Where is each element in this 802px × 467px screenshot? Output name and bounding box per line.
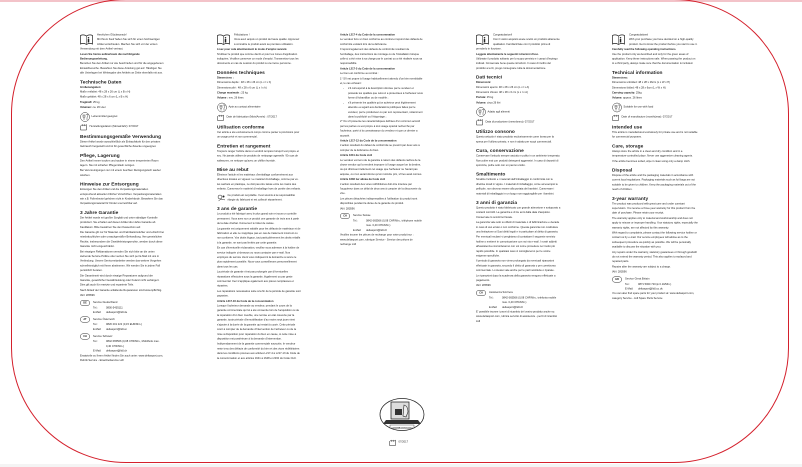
service-name: Service Deutschland (93, 300, 118, 304)
section-heading: Utilizzo consono (476, 129, 515, 135)
section-heading: Intended use (612, 124, 643, 130)
service-row-label: Tel.: (93, 323, 98, 327)
section-heading: Hinweise zur Entsorgung (80, 181, 139, 188)
spec-row (476, 101, 561, 106)
paragraph: Die Garantie gilt nur für Material- und Fabrikationsfehler und erlischt bei missbräuchlicher oder unsachgemäßer Behandlung. Ihre gesetzlichen Rechte, insbesondere die Gewährleistungsrechte, werden durch diese Garantie nicht eingeschränkt. (80, 230, 164, 249)
spec-label: Charge maximale : (217, 91, 241, 95)
intro-block (80, 33, 164, 52)
date-text: Date de fabrication (Mois/Année) : 07/2017 (226, 115, 277, 119)
service-contact (80, 317, 164, 332)
service-row-label: E-Mail: (489, 305, 498, 309)
manufacture-date: 07/2017 (398, 440, 409, 444)
section-heading: Disposal (612, 167, 633, 173)
spec-label: Volume : (217, 96, 228, 100)
spec-value: 25 kg (241, 91, 248, 95)
paragraph: Ersatzteile zu Ihrem Artikel finden Sie auch unter: www.deltasport.com, Rubrik Service - Ersatzteilservice Lidl (80, 354, 164, 362)
service-url-label: www.lidl-service.com (392, 427, 412, 430)
intro-text: With your purchase you have decided on a high-quality product. Get to know the product before you start to use it. (629, 38, 698, 46)
paragraph: Dimensioni aperto: 48 x 28 x 26 cm (L x l x A) (476, 85, 530, 89)
service-row (80, 311, 164, 316)
service-row-value: 0871 5000 720 (£ 0.10/Min.) (638, 282, 672, 286)
paragraph: IAN: 283596 (80, 294, 95, 298)
section-heading: Cura, conservazione (476, 148, 524, 154)
food-info (612, 102, 698, 112)
country-badge-icon: DE (80, 300, 90, 306)
column-german (80, 33, 164, 364)
paragraph: Maße gefaltet: 48 x 28 x 6 cm (L x B x H) (80, 95, 129, 99)
manufacture-date-center (389, 439, 408, 446)
paragraph: Conservare l'articolo sempre asciutto e pulito in un ambiente temperato. Non pulire mai con prodotti detergenti aggressivi. In caso di depositi di sporcizia, pulire solo con un panno umido. (476, 154, 561, 167)
service-row-label: Tel.: (625, 282, 630, 286)
paragraph: Veuillez trouver les pièces de rechange pour votre produit sur : www.deltasport.com, rubrique Service - Service des pièces de rechange Lidl (340, 233, 414, 247)
date-info (476, 119, 561, 126)
recycle-info (217, 193, 301, 202)
spec-label: Volumen: (80, 106, 92, 110)
food-text: Adatto agli alimenti (487, 110, 510, 114)
sub-heading: Dimensions : (217, 76, 234, 80)
paragraph: With regard to complaints, please contact the following service hotline or contact us by e-mail. Our service employees will advise as to the subsequent procedure as quickly as possible. We will be personally available to discuss the situation with you. (612, 231, 697, 249)
paragraph: L'action résultant des vices rédhibitoires doit être intentée par l'acquéreur dans un délai de deux ans à compter de la découverte du vice. (340, 182, 422, 196)
spec-value: env. 26 litres (228, 96, 244, 100)
service-name: Service Österreich (93, 317, 115, 321)
service-row-label: E-Mail: (93, 311, 102, 315)
paragraph: Dimensioni chiuso: 48 x 28 x 6 cm (L x l x A) (476, 91, 528, 95)
sub-heading: Article L217-12 du Code de la consommation (340, 139, 397, 143)
food-safe-icon (80, 112, 92, 122)
instruction-notice: Carefully read the following operating instructions. (612, 48, 677, 52)
paragraph: E' possibile trovare i pezzi di ricambio del vostro prodotto anche su: www.deltasport.com, rubrica servizio di assistenza - pezzi di ricambio Lidl (476, 310, 558, 323)
paragraph: Le riparazioni dopo la scadenza della garanzia vengono effettuate a pagamento. (476, 274, 556, 283)
paragraph: Questo prodotto è stato fabbricato con grande attenzione e sottoposto a costanti controlli. La garanzia è di tre anni dalla data d'acquisto. Conservate lo scontrino fiscale. (476, 206, 561, 219)
paragraph: Always store the article in a clean and dry condition and in a temperature-controlled place. Never use aggressive cleaning agents. (612, 149, 693, 158)
paragraph: IAN: 283596 (612, 270, 627, 274)
paragraph: Il periodo di garanzia non viene prolungato da eventuali riparazioni effettuate in garanzia, secondo il diritto di garanzia o per correttezza commerciale. Lo stesso vale anche per le parti sostituite o riparate. (476, 259, 556, 273)
paragraph: Cet article a été exclusivement conçu comme panier à provisions pour un usage privé et non commercial. (217, 130, 300, 139)
service-row-value: deltasport@lidl.de (106, 311, 128, 315)
spec-label: Volume: (612, 96, 623, 100)
country-badge-icon: CH (340, 213, 350, 219)
section-heading: Bestimmungsgemäße Verwendung (80, 133, 162, 140)
food-info (80, 112, 164, 122)
factory-date-icon (217, 114, 227, 121)
section-heading: Utilisation conforme (217, 124, 265, 130)
factory-date-icon (612, 114, 622, 121)
section-heading: 3-year warranty (612, 195, 649, 202)
food-safe-icon (217, 102, 229, 112)
column-italian (476, 33, 561, 325)
spec-label: Volume: (476, 101, 487, 105)
paragraph: Any repairs under the warranty, statutory guarantees or through goodwill do not extend the warranty period. This also applies to replaced and repaired parts. (612, 250, 697, 264)
paragraph: Dimensions folded: 48 x 28 x 6cm (L x W x H) (612, 86, 666, 90)
food-info (217, 102, 301, 112)
lidl-service-illustration (378, 398, 426, 430)
spec-label: Tragkraft: (80, 100, 93, 104)
section-heading: Smaltimento (476, 171, 506, 178)
paragraph: Bei etwaigen Reklamationen wenden Sie sich bitte an die unten stehende Service-Hotline oder setzen Sie sich per E-Mail mit uns in Verbindung. Unsere Servicemitarbeiter werden das weitere Vorgehen schnellstmöglich mit Ihnen abstimmen. Wir werden Sie in jedem Fall persönlich beraten. (80, 250, 162, 273)
country-badge-icon: AT (80, 317, 90, 323)
food-text: Lebensmittel geeignet (91, 114, 118, 118)
paragraph: Dieser Artikel wurde ausschließlich als Einkaufskorb für den privaten Gebrauch hergestellt und ist für gewerbliche Zwecke ungeeignet. (80, 140, 161, 149)
paragraph: Utilizzate il prodotto soltanto per lo scopo previsto e i campi d'impiego indicati. Conservate bene queste istruzioni. In caso di inoltro del prodotto a terzi, prego consegnare tutta la documentazione. (476, 57, 558, 70)
intro-block (476, 33, 561, 52)
intro-text: Con il vostro acquisto avete scelto un prodotto altamente qualitativo. Familiarizzate con il prodotto prima di prenderlo in funzione. (476, 38, 560, 51)
column-english (612, 33, 698, 302)
spec-value: circa 26 litri (487, 101, 501, 105)
date-info (80, 123, 164, 130)
sub-heading: Article L217-16 du Code de la consommation (217, 299, 274, 303)
paragraph: La garantie est uniquement valable pour les défauts de matériaux et de fabrication et elle ne s'applique pas en cas de traitement incorrect ou non conforme. Vos droits légaux, tout particulièrement les droits relatifs à la garantie, ne sont pas limités par cette garantie. (217, 227, 301, 245)
spec-row (80, 106, 164, 111)
service-row-value: deltasport@lidl.ch (366, 228, 388, 232)
sub-heading: Article 1641 du Code civil (340, 154, 373, 158)
section-heading: Mise au rebut (217, 166, 249, 173)
paragraph: En cas d'éventuelle réclamation, veuillez vous adresser à la hotline de service indiquée ci-dessous ou nous contacter par e-mail. Nos employés du service client vous indiqueront la démarche à suivre le plus rapidement possible. Nous vous conseillerons personnellement dans tous les cas. (217, 246, 300, 269)
spec-value: approx. 26 litres (623, 96, 642, 100)
service-name: Assistenza Svizzera (489, 291, 513, 295)
country-badge-icon: CH (80, 334, 90, 340)
section-heading: Technical information (612, 69, 663, 76)
service-contact (80, 334, 164, 354)
section-heading: Dati tecnici (476, 74, 503, 81)
paragraph: La période de garantie n'est pas prolongée par d'éventuelles réparations effectuées sous la garantie, légalement ou par geste commercial. Ceci s'applique également aux pièces remplacées et réparées. (217, 270, 294, 288)
sub-heading: Dimensioni: (476, 81, 492, 85)
service-row-value: deltasport@lidl.at (106, 327, 127, 331)
paragraph: The product was produced with great care and under constant supervision. You receive a three-year warranty for this product from the date of purchase. Please retain your receipt. (612, 202, 696, 215)
service-contact (612, 276, 698, 291)
spec-value: 25 kg (486, 96, 494, 100)
spec-row (80, 100, 164, 105)
paragraph: Dimensions déplié : 48 x 28 x 26 cm (L x l x h) (217, 81, 272, 85)
spec-row (217, 91, 301, 96)
food-info (476, 107, 561, 117)
recycle-icon (217, 194, 228, 202)
paragraph: Nach Ablauf der Garantie anfallende Reparaturen sind kostenpflichtig. (80, 288, 163, 292)
paragraph: Le produit a été fabriqué avec le plus grand soin et sous un contrôle permanent. Vous avez sur ce produit une garantie de trois ans à partir de la date d'achat. Conservez le ticket de caisse. (217, 212, 300, 226)
factory-date-icon (389, 439, 397, 446)
paragraph: N'utilisez le produit que comme décrit et pour les zones d'application indiquées. Veuillez conserver ce mode d'emploi. Transmettez tous les documents en cas de cession du produit à une tierce personne. (217, 52, 299, 66)
service-name: Service Suisse (353, 214, 371, 218)
paragraph: Smaltire l'articolo e i materiali dell'imballaggio in conformità con le direttive locali in vigore. I materiali di imballaggio, come ad esempio le pellicole, non devono essere alla portata dei bambini. Conservare i materiali di imballaggio in un luogo non raggiungibile per i bambini. (476, 178, 558, 196)
paragraph: Le bien est conforme au contrat : (340, 72, 379, 76)
paragraph: Benutzen Sie den Artikel nur wie beschrieben und für die angegebenen Einsatzbereiche. Bewahren Sie diese Anleitung gut auf. Händigen Sie alle Unterlagen bei Weitergabe des Artikels an Dritte ebenfalls mit aus. (80, 62, 164, 75)
food-text: Suitable for use with food (623, 105, 654, 109)
spec-row (217, 96, 301, 101)
service-row-value: deltasport@lidl.ch (106, 349, 128, 353)
paragraph: Dimensions unfolded: 48 x 28 x 26cm (L x W x H) (612, 81, 671, 85)
paragraph: Use the product only as described and only for the given areas of application. Keep these instructions safe. When passing the product on to a third party, always make sure that the documentation is included. (612, 52, 696, 66)
paragraph: Per eventuali reclami vi preghiamo di contattare il seguente servizio hotline o mettervi in comunicazione con noi via e-mail. I nostri addetti all'assistenza concorderanno con voi come procedere nel modo più rapido possibile. In qualsiasi caso vi consiglieremo per le vostre esigenze specifiche. (476, 235, 557, 258)
service-row-value: 0800-5435111 (106, 306, 123, 310)
service-row-label: E-Mail: (625, 287, 634, 291)
date-text: Data di produzione (mese/anno): 07/2017 (485, 120, 535, 124)
service-row-value: deltasport@lidl.ch (502, 305, 524, 309)
intro-title: Congratulazioni! (493, 33, 513, 37)
paragraph: Les réparations nécessaires suite à la fin de la période de garantie sont payantes. (217, 289, 301, 298)
service-row-label: Tel.: (353, 219, 358, 223)
spec-value: ca. 26 Liter (92, 106, 106, 110)
sub-heading: Größenangaben: (80, 85, 102, 89)
bullet-item: • s'il présente les qualités qu'un acheteur peut légitimement attendre eu égard aux déclarations publiques faites par le vendeur, par le producteur ou par son représentant, notamment dans la publicité ou l'étiquetage ; (348, 101, 423, 120)
service-row (80, 340, 164, 349)
section-heading: Pflege, Lagerung (80, 152, 120, 159)
instruction-notice: Lisez pour cela attentivement le mode d'emploi suivant. (217, 48, 288, 52)
section-heading: Données techniques (217, 69, 265, 76)
service-name: Service Schweiz (93, 334, 113, 338)
service-row-label: E-Mail: (93, 327, 102, 331)
spec-row (612, 91, 698, 96)
country-badge-icon: CH (476, 290, 486, 296)
intro-title: Félicitations ! (234, 33, 250, 37)
service-row-value: deltasport@lidl.co.uk (638, 287, 663, 291)
service-contact (80, 300, 164, 315)
paragraph: Dispose of the article and the packaging materials in accordance with current local regulations. Packaging materials such as foil bags are not suitable to be given to children. Keep the packaging materials out of the reach of children. (612, 173, 696, 192)
service-row-label: Tel.: (93, 340, 98, 344)
food-text: Apte au contact alimentaire (228, 105, 261, 109)
service-row (80, 327, 164, 332)
section-heading: Technische Daten (80, 79, 122, 85)
service-row-value: 0842 665566 (0,08 CHF/Min., téléphone mobile max. 0,40 CHF/Min.) (366, 219, 422, 228)
service-row (476, 296, 561, 305)
paragraph: Bei Verunreinigungen nur mit einem feuchten Reinigungstuch sauber wischen. (80, 169, 161, 177)
sub-heading: Article 1648 1er alinéa du Code civil (340, 178, 386, 182)
intro-block (217, 33, 301, 47)
section-heading: 3 ans de garantie (217, 206, 258, 212)
service-name: Service Great Britain (625, 277, 650, 281)
spec-label: Portata: (476, 96, 487, 100)
spec-row (612, 96, 698, 101)
spec-value: 25kg (635, 91, 642, 95)
factory-date-icon (80, 123, 90, 130)
factory-date-icon (476, 119, 486, 126)
service-contact (340, 213, 423, 233)
spec-value: 25 kg (92, 100, 100, 104)
paragraph: 1° S'il est propre à l'usage habituellement attendu d'un bien semblable et, le cas échéant : (340, 77, 423, 86)
paragraph: Indépendamment de la garantie commerciale souscrite, le vendeur reste tenu des défauts de conformité du bien et des vices rédhibitoires dans les conditions prévues aux articles L217-4 à L217-13 du Code de la consommation et aux articles 1641 à 1648 et 2232 du Code Civil. (217, 342, 300, 360)
service-row-value: 0842 665566 (0,08 CHF/Min., telefonia mobile max. 0,40 CHF/Min.) (502, 296, 557, 305)
food-safe-icon (612, 102, 624, 112)
paragraph: You can also find spare parts for your product at: www.deltasport.com, category Service - Lidl Spare Parts Service (612, 292, 695, 300)
intro-text: Mit Ihrem Kauf haben Sie sich für einen hochwertigen Artikel entschieden. Machen Sie sich vor der ersten Verwendung mit dem Artikel vertraut. (80, 38, 160, 51)
date-info (217, 114, 301, 121)
paragraph: Éliminez l'article et les matériaux d'emballage conformément aux directives locales en vigueur. Le matériel d'emballage, comme par ex. les sachets en plastique, ne doit pas être laissé entre les mains des enfants. Conservez le matériel d'emballage hors de portée des enfants. (217, 173, 301, 191)
spec-row (476, 96, 561, 101)
instruction-notice: Lesen Sie hierzu aufmerksam die nachfolgende Bedienungsanleitung. (80, 52, 140, 61)
bullet-list (340, 87, 423, 120)
section-heading: Care, storage (612, 143, 644, 149)
paragraph: Le vendeur livre un bien conforme au contrat et répond des défauts de conformité existant lors de la délivrance. (340, 38, 423, 46)
laptop-icon (378, 398, 426, 431)
spec-label: Carrying capacity: (612, 91, 636, 95)
service-row-label: Tel.: (93, 306, 98, 310)
sub-heading: Article L217-4 du Code de la consommation (340, 33, 396, 37)
paragraph: Der Artikel wurde mit großer Sorgfalt und unter ständiger Kontrolle produziert. Sie erhalten auf diesen Artikel drei Jahre Garantie ab Kaufdatum. Bitte bewahren Sie den Kassenbon auf. (80, 216, 158, 229)
intro-title: Congratulations! (629, 33, 649, 37)
paragraph: Repairs after the warranty are subject to a charge. (612, 265, 671, 269)
date-text: Herstellungsdatum (Monat/Jahr): 07/2017 (89, 124, 139, 128)
bullet-item: • s'il correspond à la description donnée par le vendeur et possède les qualités que celui-ci a présentées à l'acheteur sous forme d'échantillon ou de modèle ; (348, 87, 423, 101)
paragraph: La garanzia vale solo su difetti di materiale o di fabbricazione e decade in caso di uso errato o non conforme. Questa garanzia non costituisce una limitazione ai Suoi diritti legali e in particolare al diritto di garanzia. (476, 221, 560, 234)
service-row-label: E-Mail: (93, 349, 102, 353)
column-french (217, 33, 301, 361)
paragraph: Entsorgen Sie den Artikel und die Verpackungsmaterialien entsprechend aktueller örtlicher Vorschriften. Verpackungsmaterialien wie z.B. Folienbeutel gehören nicht in Kinderhände. Bewahren Sie das Verpackungsmaterial für Kinder unerreichbar auf. (80, 188, 163, 206)
section-heading: 3 Jahre Garantie (80, 209, 119, 216)
paragraph: Die Garantiezeit wird durch etwaige Reparaturen aufgrund der Garantie, gesetzlicher Gewährleistung oder Kulanz nicht verlängert. Dies gilt auch für ersetzte und reparierte Teile. (80, 274, 160, 287)
recycle-text: Ce produit est recyclable. Il est soumis à la responsabilité élargie du fabricant et est collecté séparément. (227, 193, 295, 202)
instruction-notice: Leggete attentamente le seguenti istruzioni d'uso. (476, 52, 539, 56)
column-french-legal (340, 33, 423, 248)
paragraph: L'action résultant du défaut de conformité se prescrit par deux ans à compter de la délivrance du bien. (340, 144, 420, 152)
country-badge-icon: GB (612, 276, 622, 282)
paragraph: This article is manufactured exclusively for private use and is not suitable for commercial purposes. (612, 130, 698, 139)
paragraph: If the article becomes soiled, wipe it clean using only a damp cloth. (612, 159, 691, 163)
service-row (340, 219, 423, 228)
section-heading: 3 anni di garanzia (476, 199, 518, 206)
service-contact (476, 290, 561, 310)
service-row-value: 0842 665566 (0,08 CHF/Min., Mobilfunk max. 0,40 CHF/Min.) (106, 340, 160, 348)
paragraph: Le vendeur est tenu de la garantie à raison des défauts cachés de la chose vendue qui la rendent impropre à l'usage auquel on la destine, ou qui diminuent tellement cet usage que l'acheteur ne l'aurait pas acquise, ou n'en aurait donné qu'un moindre prix, s'il les avait connus. (340, 158, 423, 176)
paragraph: Den Artikel immer trocken und sauber in einem temperierten Raum lagern. Nie mit scharfen Pflegemitteln reinigen. (80, 159, 159, 167)
date-info (612, 114, 698, 121)
intro-text: Vous avez acquis un produit de haute qualité. Apprenez à connaître le produit avant sa première utilisation. (234, 38, 300, 46)
intro-title: Herzlichen Glückwunsch! (97, 33, 127, 37)
paragraph: Il répond également des défauts de conformité résultant de l'emballage, des instructions de montage ou de l'installation lorsque celle-ci a été mise à sa charge par le contrat ou a été réalisée sous sa responsabilité. (340, 48, 423, 66)
paragraph: Toujours ranger l'article dans un endroit tempéré lorsqu'il est propre et sec. Ne jamais utiliser de produits de nettoyage agressifs ! En cas de salissures, ne nettoyer qu'avec un chiffon humide. (217, 149, 299, 163)
food-safe-icon (476, 107, 488, 117)
paragraph: Questo articolo è stato prodotto esclusivamente come borsa per la spesa per l'utilizzo privato, e non è adatto per scopi commerciali. (476, 135, 554, 144)
sub-heading: Dimensions: (612, 76, 628, 80)
paragraph: The warranty applies only to material and workmanship and does not apply to misuse or improper handling. Your statutory rights, especially the warranty rights, are not affected by this warranty. (612, 216, 698, 230)
sub-heading: Article L217-5 du Code de la consommation (340, 67, 396, 71)
paragraph: IAN: 283596 (340, 207, 355, 211)
service-row-label: Tel.: (489, 296, 494, 300)
paragraph: Maße entfaltet: 48 x 28 x 26 cm (L x B x H) (80, 90, 131, 94)
paragraph: 2° Ou s'il présente les caractéristiques définies d'un commun accord par les parties ou est propre à tout usage spécial recherché par l'acheteur, porté à la connaissance du vendeur et que ce dernier a accepté. (340, 120, 421, 138)
paragraph: Les pièces détachées indispensables à l'utilisation du produit sont disponibles pendant la durée de la garantie du produit. (340, 197, 418, 206)
intro-block (612, 33, 698, 47)
section-heading: Entretien et rangement (217, 143, 271, 149)
paragraph: IAN: 283596 (476, 284, 491, 288)
paragraph: Dimensions plié : 48 x 28 x 6 cm (L x l x h) (217, 86, 267, 90)
service-row-label: E-Mail: (353, 228, 362, 232)
service-row-value: 0820 201 222 (0,15 EUR/Min.) (106, 323, 142, 327)
date-text: Date of manufacture (month/year): 07/2017 (621, 115, 673, 119)
paragraph: Lorsque l'acheteur demande au vendeur, pendant le cours de la garantie commerciale qui lui a été consentie lors de l'acquisition ou de la réparation d'un bien meuble, une remise en état couverte par la garantie, toute période d'immobilisation d'au moins sept jours vient s'ajouter à la durée de la garantie qui restait à courir. Cette période court à compter de la demande d'intervention de l'acheteur ou de la mise à disposition pour réparation du bien en cause, si cette mise à disposition est postérieure à la demande d'intervention. (217, 304, 300, 341)
